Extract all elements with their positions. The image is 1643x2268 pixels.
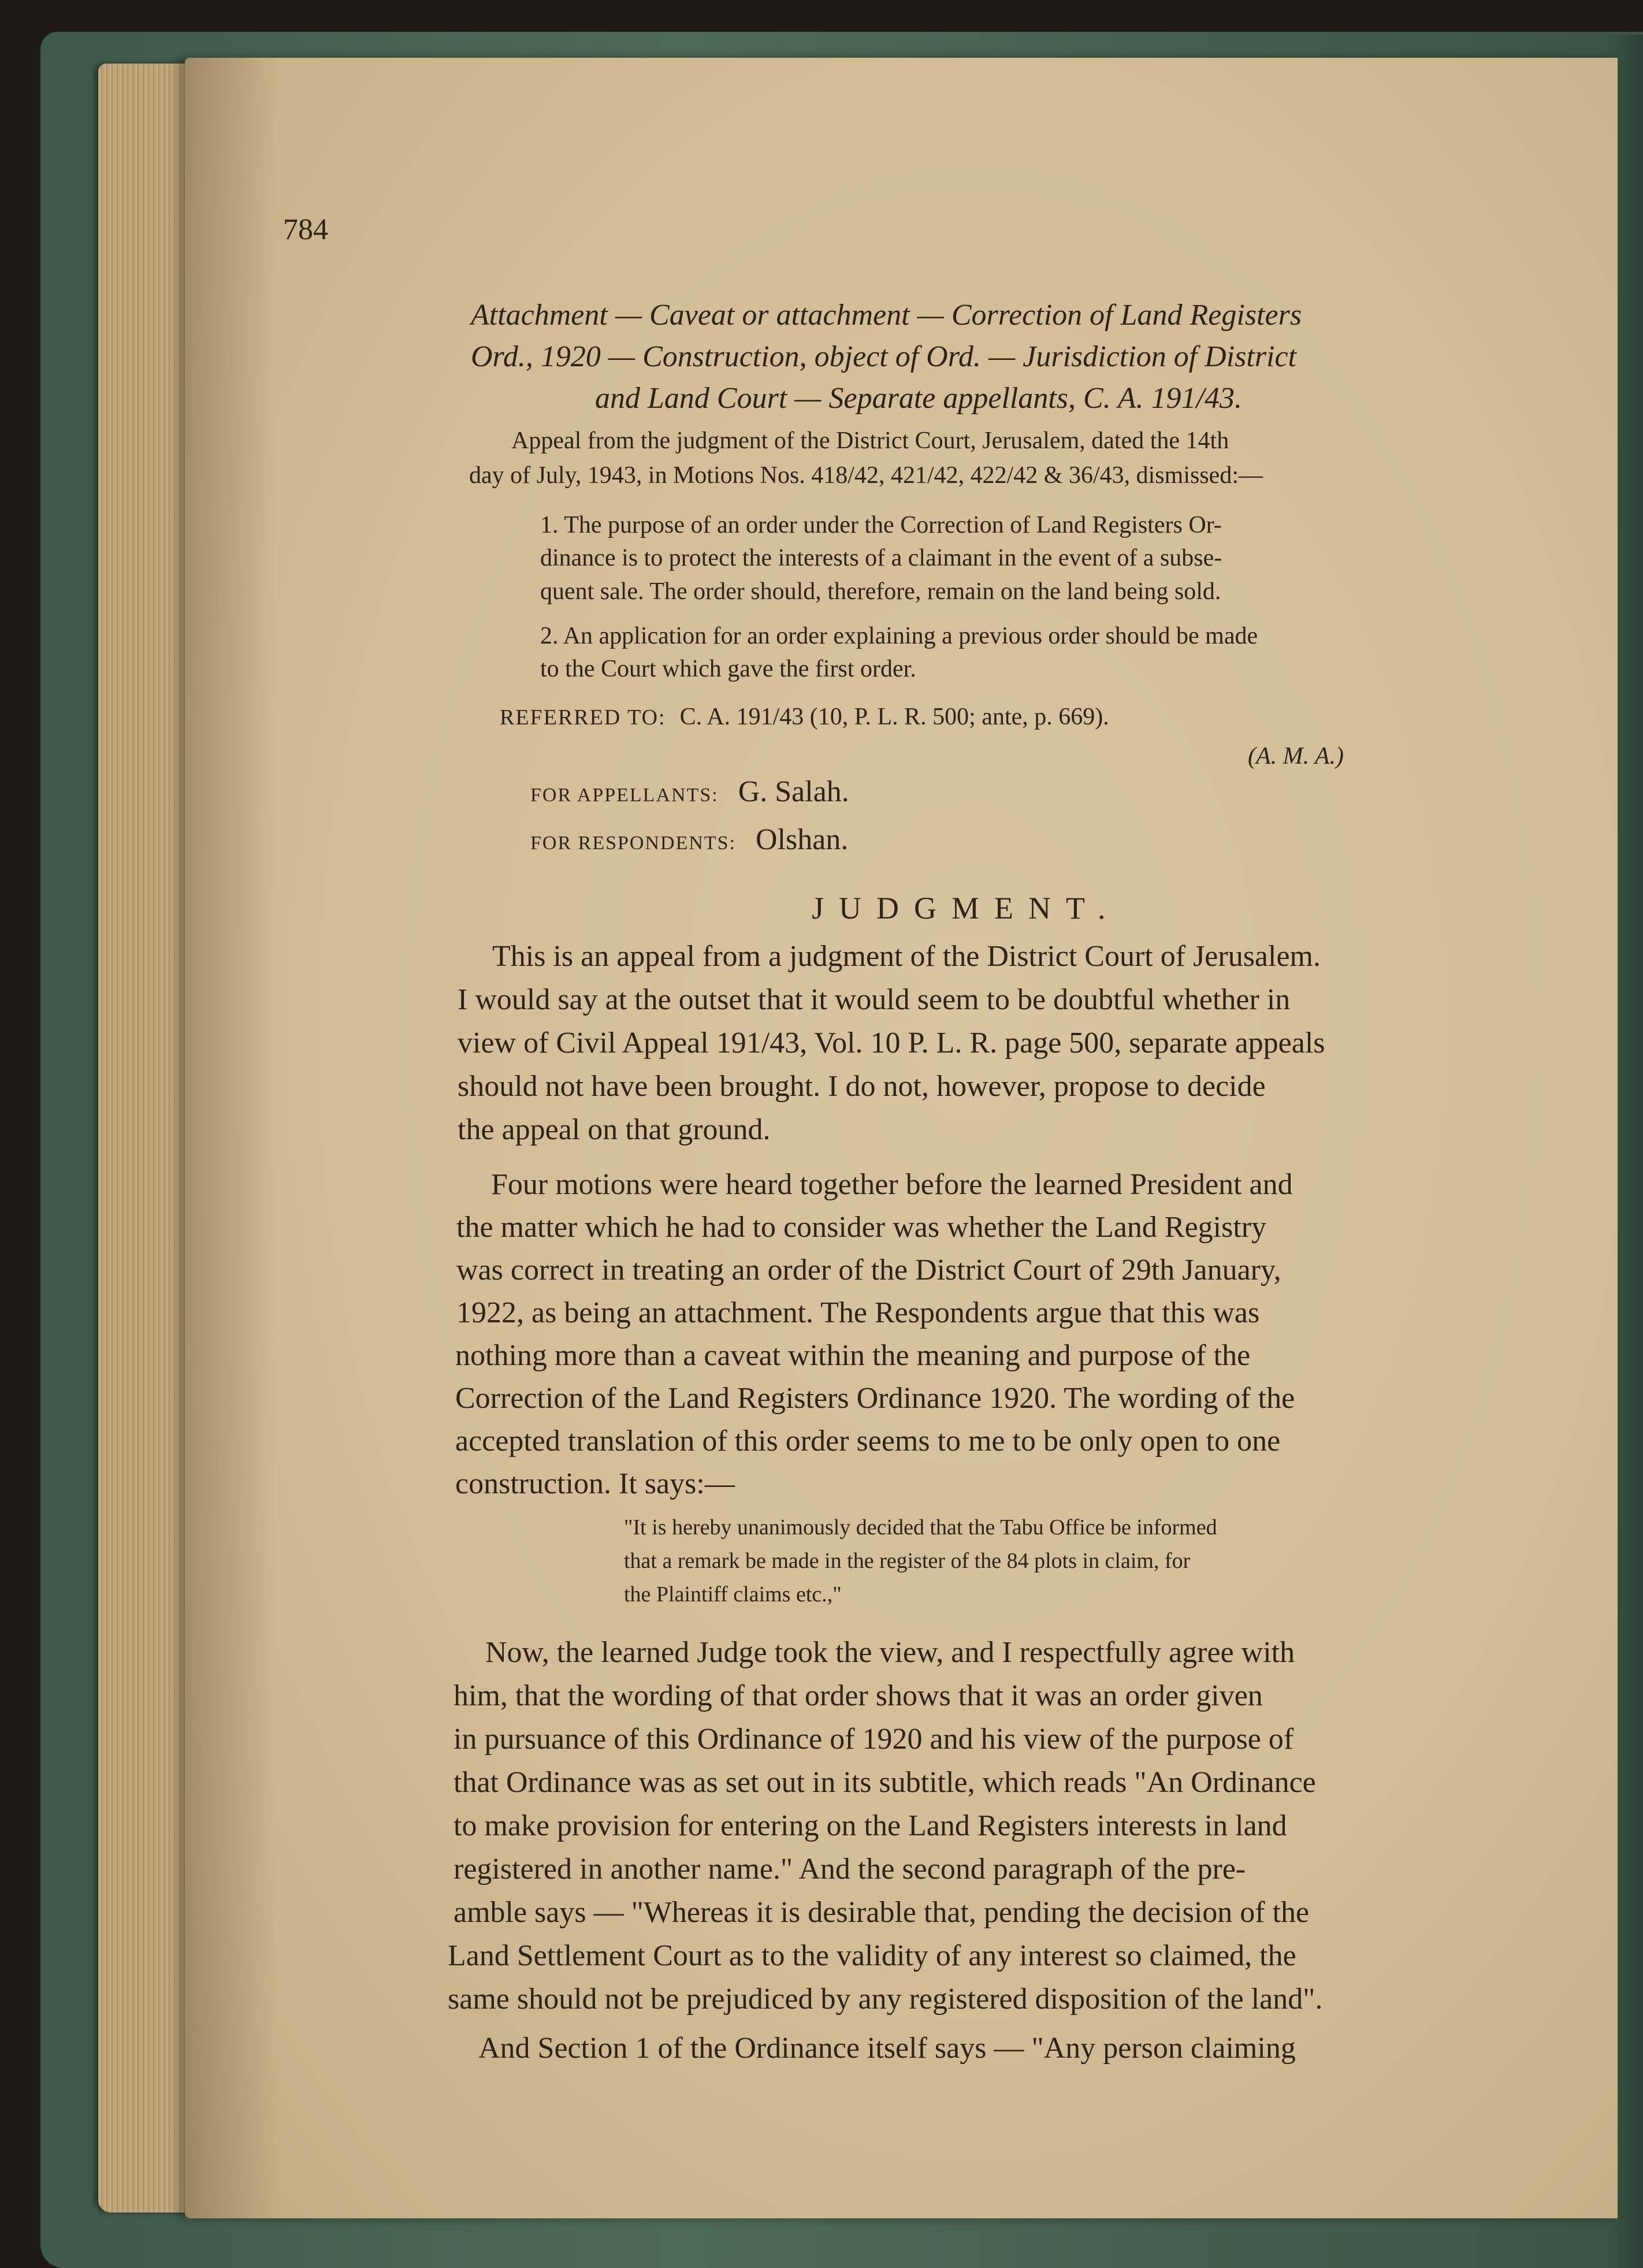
body-line: that Ordinance was as set out in its subtitle, which reads "An Ordinance <box>454 1766 1316 1799</box>
body-line: Four motions were heard together before the learned President and <box>491 1168 1293 1201</box>
body-line: This is an appeal from a judgment of the District Court of Jerusalem. <box>492 940 1321 973</box>
body-line: nothing more than a caveat within the meaning and purpose of the <box>455 1339 1251 1372</box>
holding-line: to the Court which gave the first order. <box>540 656 916 682</box>
appeal-line: Appeal from the judgment of the District Court, Jerusalem, dated the 14th <box>511 427 1229 454</box>
counsel-name: Olshan. <box>756 823 849 856</box>
body-line: was correct in treating an order of the District Court of 29th January, <box>456 1254 1281 1287</box>
counsel-label: FOR APPELLANTS: <box>530 784 719 806</box>
heading-line: Ord., 1920 — Construction, object of Ord. — Jurisdiction of District <box>471 340 1297 373</box>
body-line: should not have been brought. I do not, however, propose to decide <box>458 1070 1266 1103</box>
referred-to-label: REFERRED TO: <box>500 705 666 730</box>
quote-line: that a remark be made in the register of the 84 plots in claim, for <box>624 1549 1191 1573</box>
body-line: view of Civil Appeal 191/43, Vol. 10 P. L. R. page 500, separate appeals <box>458 1027 1325 1059</box>
counsel-appellants <box>530 777 849 807</box>
counsel-label: FOR RESPONDENTS: <box>530 832 737 854</box>
holding-line: quent sale. The order should, therefore, remain on the land being sold. <box>540 578 1221 605</box>
quote-line: "It is hereby unanimously decided that the Tabu Office be informed <box>624 1515 1217 1540</box>
body-line: And Section 1 of the Ordinance itself says — "Any person claiming <box>478 2032 1296 2065</box>
body-line: Land Settlement Court as to the validity of any interest so claimed, the <box>448 1939 1296 1972</box>
quote-line: the Plaintiff claims etc.," <box>624 1582 842 1607</box>
body-line: the matter which he had to consider was whether the Land Registry <box>456 1211 1267 1244</box>
page-number: 784 <box>283 213 328 246</box>
referred-to <box>500 705 1109 729</box>
body-line: the appeal on that ground. <box>458 1113 771 1146</box>
body-line: Correction of the Land Registers Ordinance 1920. The wording of the <box>455 1382 1295 1415</box>
reporter-initials: (A. M. A.) <box>1248 743 1344 769</box>
counsel-respondents <box>530 825 848 855</box>
heading-line: Attachment — Caveat or attachment — Correction of Land Registers <box>471 299 1302 332</box>
judgment-title: JUDGMENT. <box>812 891 1121 925</box>
body-line: in pursuance of this Ordinance of 1920 and his view of the purpose of <box>454 1723 1294 1756</box>
appeal-line: day of July, 1943, in Motions Nos. 418/42, 421/42, 422/42 & 36/43, dismissed:— <box>469 462 1263 489</box>
body-line: registered in another name." And the second paragraph of the pre- <box>454 1853 1246 1886</box>
holding-line: 1. The purpose of an order under the Correction of Land Registers Or- <box>540 512 1222 538</box>
referred-to-text: C. A. 191/43 (10, P. L. R. 500; ante, p. 669). <box>679 704 1109 730</box>
body-line: accepted translation of this order seems to me to be only open to one <box>455 1425 1281 1458</box>
holding-line: dinance is to protect the interests of a claimant in the event of a subse- <box>540 545 1222 571</box>
body-line: to make provision for entering on the Land Registers interests in land <box>454 1809 1287 1842</box>
body-line: same should not be prejudiced by any registered disposition of the land". <box>448 1983 1323 2016</box>
counsel-name: G. Salah. <box>738 775 849 808</box>
body-line: 1922, as being an attachment. The Respondents argue that this was <box>456 1296 1260 1329</box>
body-line: I would say at the outset that it would seem to be doubtful whether in <box>458 983 1291 1016</box>
body-line: him, that the wording of that order shows that it was an order given <box>454 1679 1263 1712</box>
holding-line: 2. An application for an order explaining a previous order should be made <box>540 623 1258 649</box>
body-line: amble says — "Whereas it is desirable that, pending the decision of the <box>454 1896 1310 1929</box>
heading-line: and Land Court — Separate appellants, C. A. 191/43. <box>595 382 1242 415</box>
body-line: construction. It says:— <box>455 1467 735 1500</box>
body-line: Now, the learned Judge took the view, and I respectfully agree with <box>485 1636 1295 1669</box>
